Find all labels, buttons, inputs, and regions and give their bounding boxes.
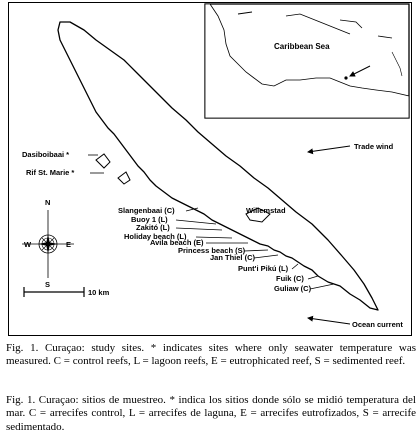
site-label-princess-beach: Princess beach (S) — [178, 246, 246, 255]
site-label-punti-piku: Punt'i Pikú (L) — [238, 264, 289, 273]
site-label-buoy1: Buoy 1 (L) — [131, 215, 168, 224]
compass-s-label: S — [45, 280, 51, 289]
site-label-rif-st-marie: Rif St. Marie * — [26, 168, 75, 177]
compass-n-label: N — [45, 198, 51, 207]
figure-caption-english: Fig. 1. Curaçao: study sites. * indicates sites where only seawater temperature was measured. C = control reefs, L = lagoon reefs, E = eutrophicated reef, S = sedimented reef. — [6, 342, 416, 368]
site-label-zakito: Zakitó (L) — [136, 223, 170, 232]
site-label-dasiboibaai: Dasiboibaai * — [22, 150, 70, 159]
site-label-holiday-beach: Holiday beach (L) — [124, 232, 187, 241]
site-label-fuik: Fuik (C) — [276, 274, 304, 283]
inset-caribbean-sea-label: Caribbean Sea — [274, 42, 330, 51]
trade-wind-label: Trade wind — [354, 142, 394, 151]
site-label-jan-thiel: Jan Thiel (C) — [210, 253, 256, 262]
ocean-current-label: Ocean current — [352, 320, 403, 329]
site-label-guliaw: Guliaw (C) — [274, 284, 312, 293]
compass-rose — [22, 198, 74, 289]
compass-w-label: W — [24, 240, 32, 249]
compass-e-label: E — [66, 240, 72, 249]
scale-label: 10 km — [88, 288, 110, 297]
figure-caption-spanish: Fig. 1. Curaçao: sitios de muestreo. * indica los sitios donde sólo se midió temperatura del mar. C = arrecifes control, L = arrecifes de laguna, E = arrecifes eutrofizados, S = arrecife sedimentado. — [6, 394, 416, 433]
scale-bar — [24, 287, 110, 297]
caribbean-inset — [205, 4, 409, 118]
site-label-slangenbaai: Slangenbaai (C) — [118, 206, 175, 215]
site-label-avila-beach: Avila beach (E) — [150, 238, 204, 247]
city-label-willemstad: Willemstad — [246, 206, 286, 215]
